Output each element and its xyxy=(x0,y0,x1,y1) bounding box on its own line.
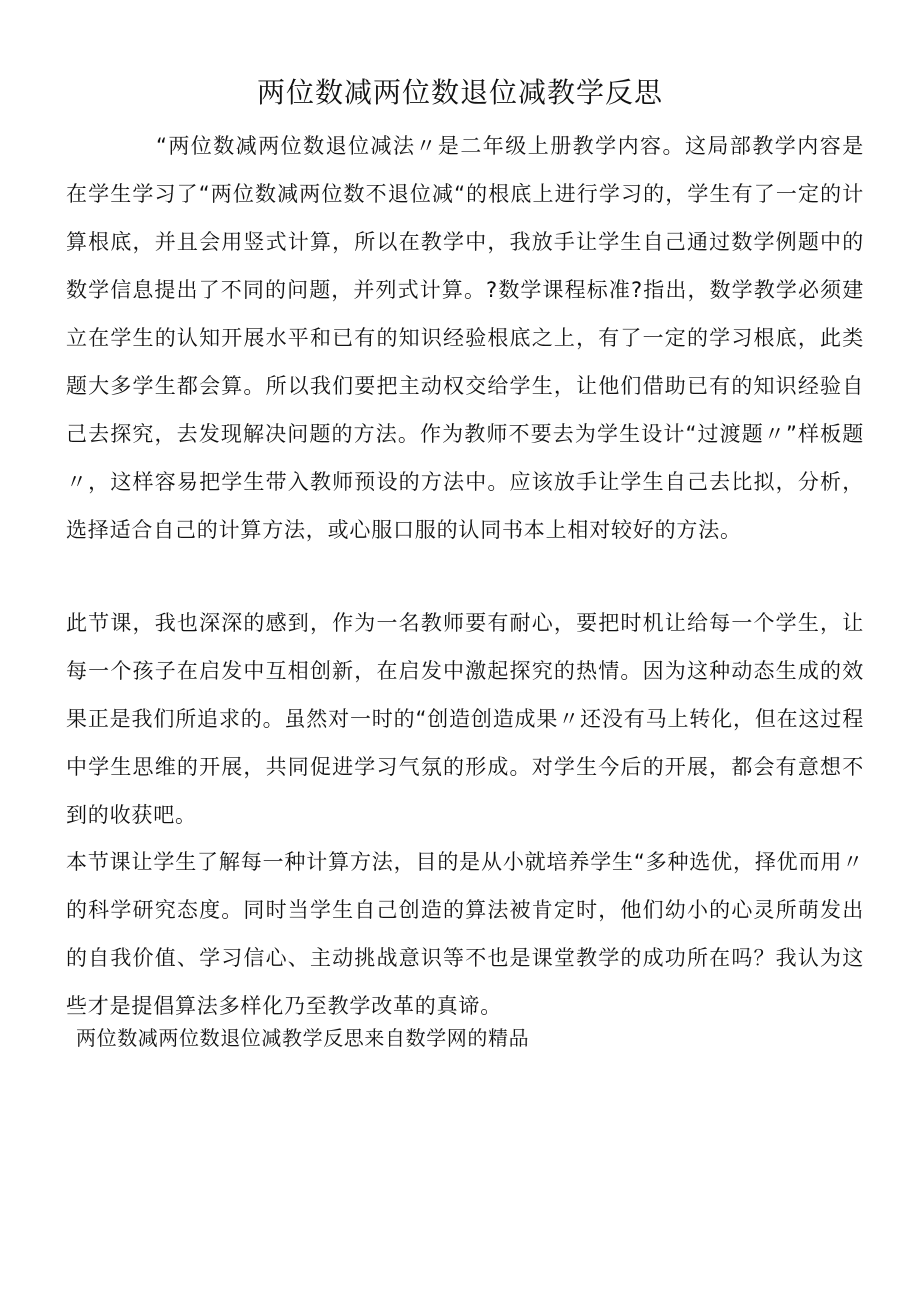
paragraph-2: 此节课，我也深深的感到，作为一名教师要有耐心，要把时机让给每一个学生，让每一个孩子在启发中互相创新，在启发中激起探究的热情。因为这种动态生成的效果正是我们所追求的。虽然对一时的“创造创造成果〃还没有马上转化，但在这过程中学生思维的开展，共同促进学习气氛的形成。对学生今后的开展，都会有意想不到的收获吧。 xyxy=(66,611,864,827)
document-title: 两位数减两位数退位减教学反思 xyxy=(256,76,663,109)
paragraph-3: 本节课让学生了解每一种计算方法，目的是从小就培养学生“多种选优，择优而用〃的科学研究态度。同时当学生自己创造的算法被肯定时，他们幼小的心灵所萌发出的自我价值、学习信心、主动挑战意识等不也是课堂教学的成功所在吗？我认为这些才是提倡算法多样化乃至教学改革的真谛。 xyxy=(66,850,864,1018)
paragraph-1: “两位数减两位数退位减法〃是二年级上册教学内容。这局部教学内容是在学生学习了“两位数减两位数不退位减“的根底上进行学习的，学生有了一定的计算根底，并且会用竖式计算，所以在教学中，我放手让学生自己通过数学例题中的数学信息提出了不同的问题，并列式计算。?数学课程标准?指出，数学教学必须建立在学生的认知开展水平和已有的知识经验根底之上，有了一定的学习根底，此类题大多学生都会算。所以我们要把主动权交给学生，让他们借助已有的知识经验自己去探究，去发现解决问题的方法。作为教师不要去为学生设计“过渡题〃”样板题〃，这样容易把学生带入教师预设的方法中。应该放手让学生自己去比拟，分析，选择适合自己的计算方法，或心服口服的认同书本上相对较好的方法。 xyxy=(66,134,864,542)
source-line: 两位数减两位数退位减教学反思来自数学网的精品 xyxy=(76,1026,530,1050)
